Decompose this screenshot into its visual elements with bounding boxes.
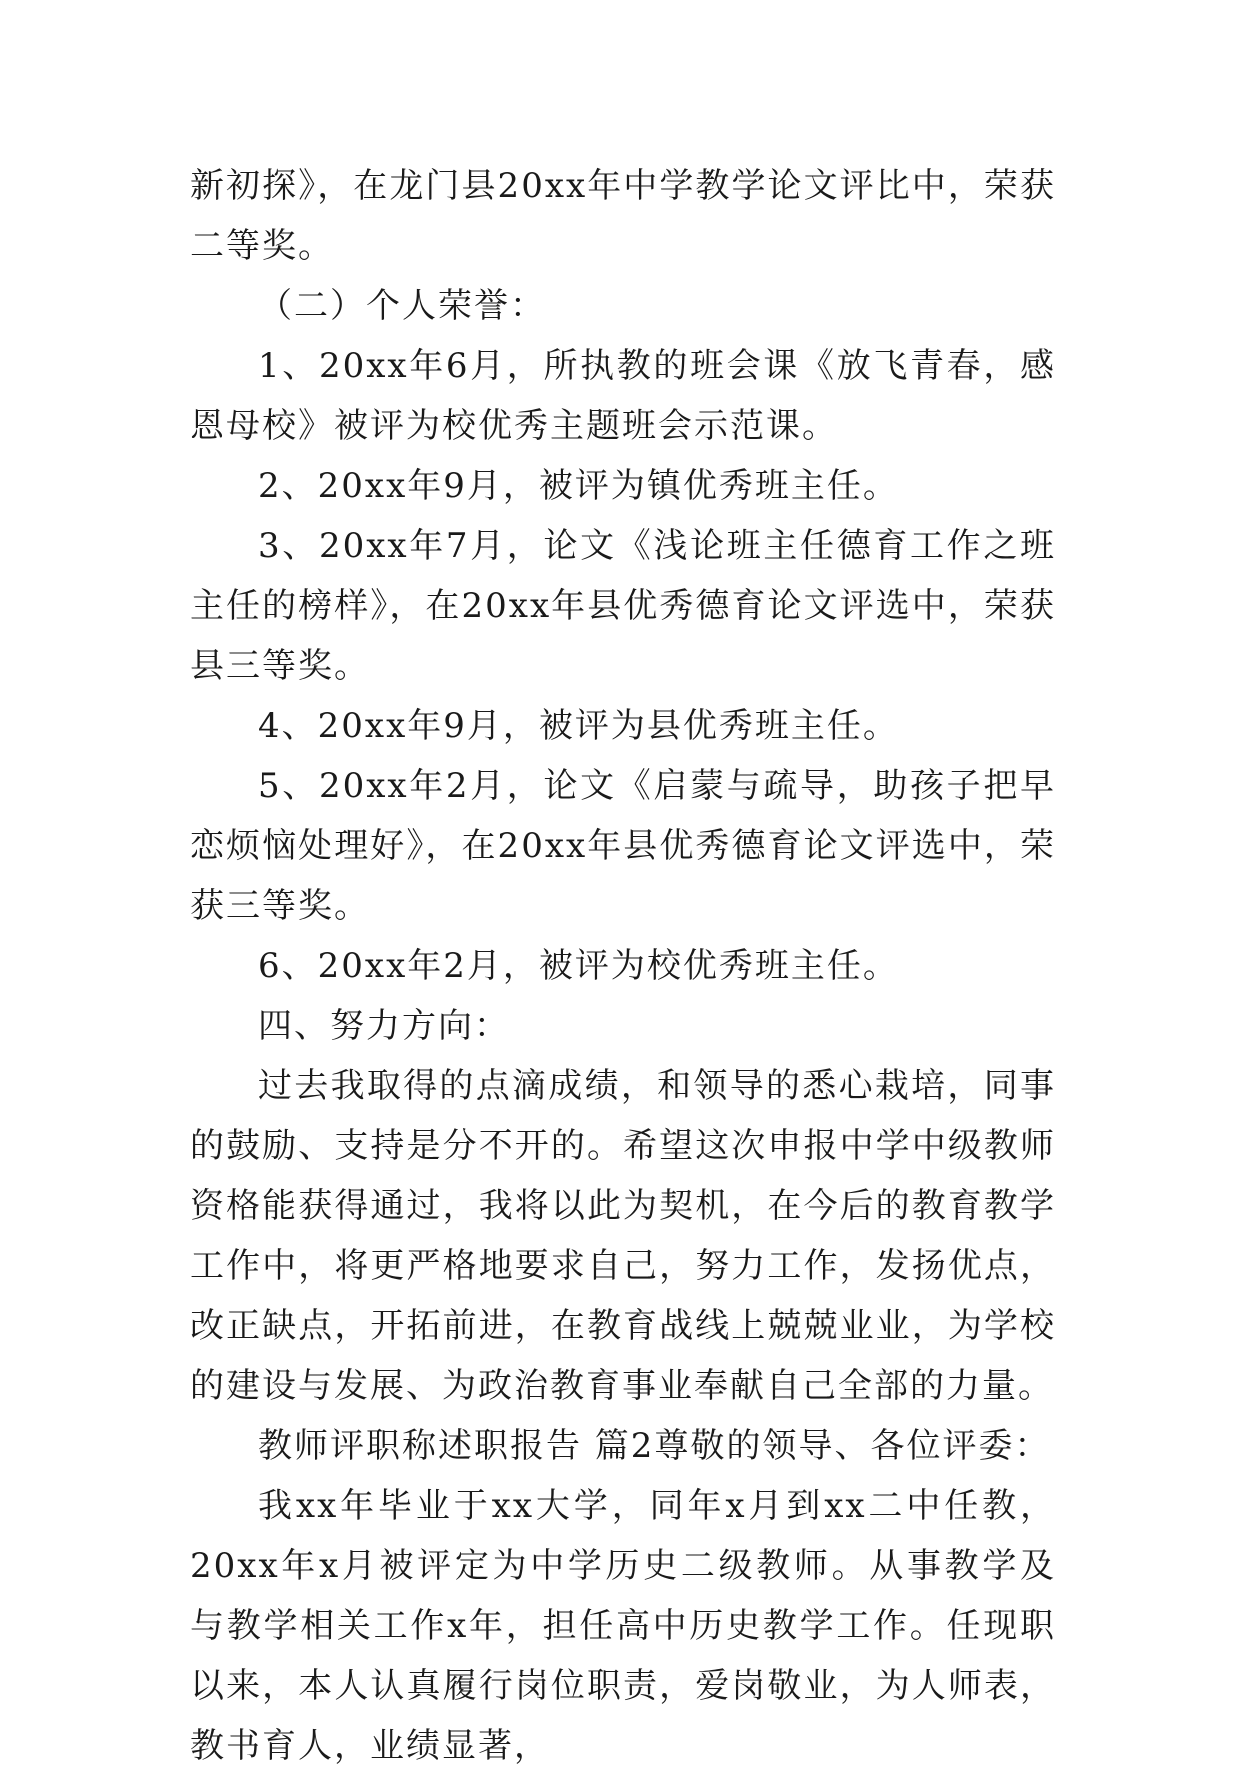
honor-item-2: 2、20xx年9月，被评为镇优秀班主任。 [258,466,899,506]
paragraph-report-2-intro: 我xx年毕业于xx大学，同年x月到xx二中任教，20xx年x月被评定为中学历史二级教师。从事教学及与教学相关工作x年，担任高中历史教学工作。任现职以来，本人认真履行岗位职责，爱岗敬业，为人师表，教书育人，业绩显著， [190,1486,1056,1766]
honor-item-4: 4、20xx年9月，被评为县优秀班主任。 [258,706,899,746]
heading-personal-honors: （二）个人荣誉： [258,286,546,326]
heading-report-2: 教师评职称述职报告 篇2尊敬的领导、各位评委： [258,1426,1051,1466]
heading-future-direction: 四、努力方向： [258,1006,510,1046]
honor-item-5: 5、20xx年2月，论文《启蒙与疏导，助孩子把早恋烦恼处理好》，在20xx年县优秀德育论文评选中，荣获三等奖。 [190,766,1056,926]
honor-item-1: 1、20xx年6月，所执教的班会课《放飞青春，感恩母校》被评为校优秀主题班会示范课。 [190,346,1056,446]
honor-item-3: 3、20xx年7月，论文《浅论班主任德育工作之班主任的榜样》，在20xx年县优秀德育论文评选中，荣获县三等奖。 [190,526,1056,686]
document-body [190,156,1056,1776]
paragraph-future-direction: 过去我取得的点滴成绩，和领导的悉心栽培，同事的鼓励、支持是分不开的。希望这次申报中学中级教师资格能获得通过，我将以此为契机，在今后的教育教学工作中，将更严格地要求自己，努力工作，发扬优点，改正缺点，开拓前进，在教育战线上兢兢业业，为学校的建设与发展、为政治教育事业奉献自己全部的力量。 [190,1066,1056,1406]
paragraph-continuation: 新初探》，在龙门县20xx年中学教学论文评比中，荣获二等奖。 [190,166,1056,266]
honor-item-6: 6、20xx年2月，被评为校优秀班主任。 [258,946,899,986]
